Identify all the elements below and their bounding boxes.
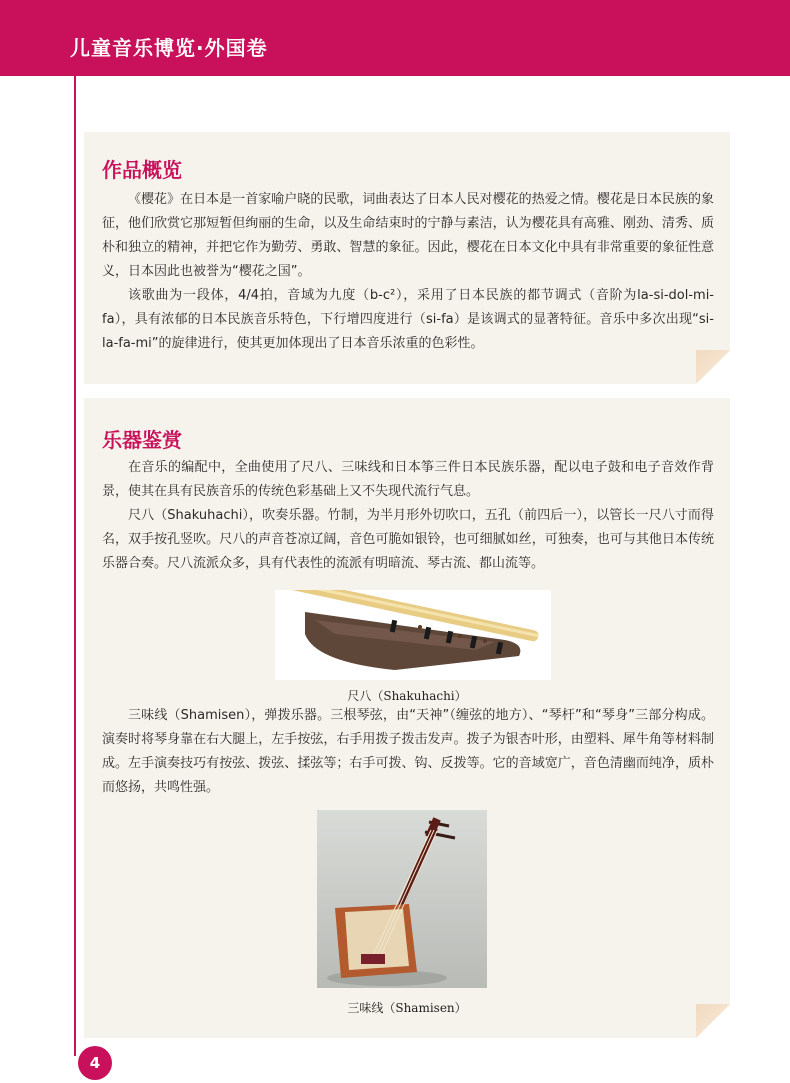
shamisen-image [317, 810, 487, 988]
overview-panel [84, 132, 730, 384]
header-title: 儿童音乐博览·外国卷 [70, 36, 268, 60]
instruments-paragraph-3: 三味线（Shamisen），弹拨乐器。三根琴弦，由“天神”（缠弦的地方）、“琴杆”和“琴身”三部分构成。演奏时将琴身靠在右大腿上，左手按弦，右手用拨子拨击发声。拨子为银杏叶形，由塑料、犀牛角等材料制成。左手演奏技巧有按弦、拨弦、揉弦等；右手可拨、钩、反拨等。它的音域宽广，音色清幽而纯净，质朴而悠扬，共鸣性强。 [102, 708, 714, 795]
page-fold-corner [696, 350, 730, 384]
instruments-paragraph-2: 尺八（Shakuhachi），吹奏乐器。竹制，为半月形外切吹口，五孔（前四后一），以管长一尺八寸而得名，双手按孔竖吹。尺八的声音苍凉辽阔，音色可脆如银铃，也可细腻如丝，可独奏，也可与其他日本传统乐器合奏。尺八流派众多，具有代表性的流派有明暗流、琴古流、都山流等。 [102, 508, 714, 571]
shakuhachi-caption: 尺八（Shakuhachi） [347, 689, 467, 703]
overview-title: 作品概览 [102, 158, 182, 182]
overview-paragraph-1: 《樱花》在日本是一首家喻户晓的民歌，词曲表达了日本人民对樱花的热爱之情。樱花是日本民族的象征，他们欣赏它那短暂但绚丽的生命，以及生命结束时的宁静与素洁，认为樱花具有高雅、刚劲、清秀、质朴和独立的精神，并把它作为勤劳、勇敢、智慧的象征。因此，樱花在日本文化中具有非常重要的象征性意义，日本因此也被誉为“樱花之国”。 [102, 192, 714, 279]
instruments-title: 乐器鉴赏 [102, 428, 182, 452]
overview-paragraph-2: 该歌曲为一段体，4/4拍，音域为九度（b-c²），采用了日本民族的都节调式（音阶为la-si-dol-mi-fa），具有浓郁的日本民族音乐特色，下行增四度进行（si-fa）是该调式的显著特征。音乐中多次出现“si-la-fa-mi”的旋律进行，使其更加体现出了日本音乐浓重的色彩性。 [102, 288, 714, 351]
left-accent-line [74, 76, 76, 1056]
shamisen-caption: 三味线（Shamisen） [347, 1001, 467, 1015]
instruments-panel [84, 398, 730, 1038]
page-number: 4 [78, 1046, 112, 1080]
page-fold-corner [696, 1004, 730, 1038]
shakuhachi-image [275, 590, 551, 680]
instruments-paragraph-1: 在音乐的编配中，全曲使用了尺八、三味线和日本筝三件日本民族乐器，配以电子鼓和电子音效作背景，使其在具有民族音乐的传统色彩基础上又不失现代流行气息。 [102, 460, 714, 499]
page-header [0, 0, 790, 76]
